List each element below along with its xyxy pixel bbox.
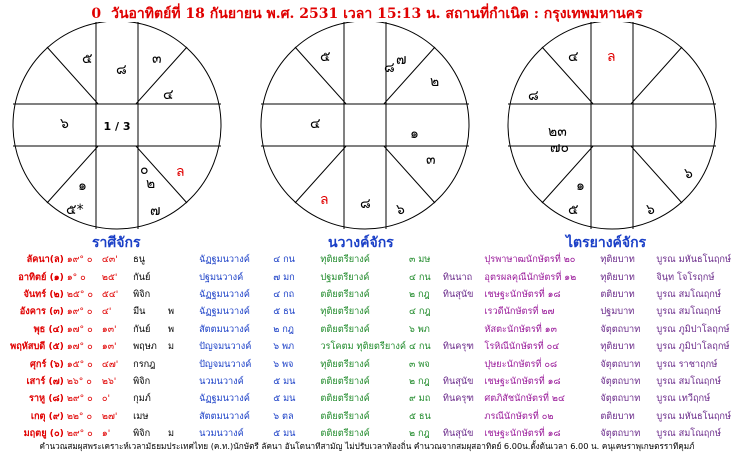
planet-cell: เชษฐะนักษัตรที่ ๑๘ — [484, 375, 561, 387]
planet-cell: ๑' — [101, 428, 111, 440]
planet-cell: ปัญจมนวางค์ — [199, 341, 252, 353]
navamsa-house-cell: ๖ — [396, 202, 405, 218]
navamsa-house-cell: ๓ — [426, 152, 436, 168]
planet-cell: ตติยตรียางค์ — [320, 375, 370, 387]
navamsa-house-cell: ๔ — [310, 116, 321, 132]
planet-cell: หัสตะนักษัตรที่ ๑๓ — [484, 323, 557, 335]
planet-cell: บูรณ มหันธโนฤกษ์ — [656, 254, 731, 266]
table-row — [8, 338, 734, 355]
planet-cell: เรวดีนักษัตรที่ ๒๗ — [484, 306, 555, 318]
planet-cell: ตติยตรียางค์ — [320, 288, 370, 300]
planet-cell: ๑๕° ๐ — [66, 358, 93, 370]
planet-cell: กันย์ — [133, 323, 151, 335]
planet-cell — [443, 321, 485, 338]
rasi-house-cell: ๕* — [66, 202, 84, 218]
rasi-house-cell: ๔ — [163, 87, 174, 103]
planet-table — [8, 251, 734, 442]
navamsa-house-cell: ๕ — [320, 49, 331, 65]
planet-cell: ๑° ๐ — [66, 271, 86, 283]
planet-cell: ภรณีนักษัตรที่ ๐๒ — [484, 410, 554, 422]
planet-cell: ทุติยบาท — [600, 254, 635, 266]
planet-name: ศุกร์ (๖) — [30, 358, 64, 370]
planet-cell — [168, 355, 199, 372]
planet-cell: ปฐมนวางค์ — [199, 271, 244, 283]
planet-cell: ๑๓' — [101, 341, 117, 353]
calculation-note: คำนวณสมผุสพระเคราะห์เวลามัธยมประเทศไทย (ค.ท.)นักษัตรี ลัคนา อันโตนาทีสามัญ ไม่ปรับเวลาท้องถิ่น คำนวณจากสมผุสอาทิตย์ 6.00น.ตั้งต้นเวลา 6.00 น. คนุเคษราพุเกษตรราทีคุมภ์ — [39, 441, 695, 451]
planet-cell: ๕๔' — [101, 288, 119, 300]
planet-cell: ๓ มษ — [409, 254, 431, 266]
planet-cell: มีน — [133, 306, 146, 318]
planet-cell: บูรณ สมโณฤกษ์ — [656, 375, 721, 387]
planet-cell: ๒ กฎ — [409, 428, 430, 440]
planet-cell: จัตุตถบาท — [600, 393, 641, 405]
planet-cell: ๙ มถ — [409, 393, 431, 405]
planet-cell: ๔ กน — [409, 271, 431, 283]
planet-cell: ๕ มน — [273, 375, 296, 387]
planet-cell: เมษ — [133, 410, 149, 422]
planet-cell: ๖ พจ — [273, 358, 294, 370]
rasi-house-cell: ๖ — [60, 116, 69, 132]
planet-cell: จัตุตถบาท — [600, 358, 641, 370]
planet-cell: ม — [168, 428, 175, 440]
planet-cell: ธนู — [133, 254, 146, 266]
planet-cell: จัตุตถบาท — [600, 428, 641, 440]
planet-cell: ฉัฏฐมนวางค์ — [199, 393, 250, 405]
planet-cell — [168, 251, 199, 268]
planet-cell: ๒๙° ๐ — [66, 393, 93, 405]
planet-cell: ทินครุฑ — [442, 393, 474, 405]
planet-cell: ๔ กน — [273, 254, 295, 266]
navamsa-chart-label: นวางค์จักร — [328, 235, 394, 251]
rasi-lagna-cell: ล — [176, 164, 185, 180]
planet-cell: วรโคตม ทุติยตรียางค์ — [320, 341, 406, 353]
planet-cell: ๔๗' — [101, 358, 119, 370]
planet-cell: ๑๗° ๐ — [66, 341, 93, 353]
horoscope-charts — [0, 22, 734, 234]
planet-cell: พ — [168, 323, 175, 335]
planet-cell: บูรณ ภูมิปาโลฤกษ์ — [656, 341, 730, 353]
planet-name: จันทร์ (๒) — [23, 288, 64, 300]
planet-cell: ๑๓' — [101, 323, 117, 335]
rasi-house-cell: ๒ — [146, 176, 156, 192]
planet-cell — [168, 390, 199, 407]
planet-cell: ตติยตรียางค์ — [320, 393, 370, 405]
planet-cell — [168, 373, 199, 390]
planet-cell: ๒๕' — [101, 271, 118, 283]
table-row — [8, 286, 734, 303]
planet-cell: ๕ ธน — [409, 410, 431, 422]
title-text: วันอาทิตย์ที่ 18 กันยายน พ.ศ. 2531 เวลา 15:13 น. สถานที่กำเนิด : กรุงเทพมหานคร — [111, 6, 643, 22]
planet-cell: เชษฐะนักษัตรที่ ๑๘ — [484, 428, 561, 440]
rasi-house-cell: ๑ — [78, 178, 87, 194]
planet-cell: ตติยตรียางค์ — [320, 428, 370, 440]
planet-cell: ๕ มน — [273, 393, 296, 405]
planet-cell: สัตตมนวางค์ — [199, 410, 250, 422]
planet-cell: บูรณ สมโณฤกษ์ — [656, 306, 721, 318]
trayamsa-house-cell: ๔ — [568, 49, 579, 65]
planet-cell: ๔ กน — [409, 341, 431, 353]
table-row — [8, 390, 734, 407]
planet-cell: ตติยตรียางค์ — [320, 323, 370, 335]
planet-cell: ๒๗' — [101, 410, 118, 422]
planet-name: มฤตยู (๐) — [23, 428, 64, 440]
rasi-chart-label: ราศีจักร — [92, 235, 141, 251]
planet-cell: ๑๙° ๐ — [66, 306, 93, 318]
planet-cell: ๒๖° ๐ — [66, 375, 92, 387]
planet-cell: จัตุตถบาท — [600, 323, 641, 335]
planet-cell: ๒ กฎ — [409, 375, 430, 387]
table-row — [8, 355, 734, 372]
planet-cell: ๒ กฎ — [409, 288, 430, 300]
planet-cell: จัตุตถบาท — [600, 375, 641, 387]
planet-cell: นวมนวางค์ — [199, 428, 244, 440]
table-row — [8, 321, 734, 338]
planet-cell: พิจิก — [133, 288, 151, 300]
planet-cell: พิจิก — [133, 375, 151, 387]
planet-cell: ๒ กฎ — [273, 323, 294, 335]
planet-cell: กันย์ — [133, 271, 151, 283]
planet-cell: โรหิณีนักษัตรที่ ๐๔ — [484, 341, 560, 353]
planet-cell: ปฐมตรียางค์ — [320, 271, 370, 283]
planet-name: พุธ (๔) — [33, 323, 64, 335]
planet-cell: ตติยบาท — [600, 288, 635, 300]
planet-cell: อุตรผลคุณีนักษัตรที่ ๑๒ — [484, 271, 577, 283]
navamsa-house-cell: ๒ — [430, 74, 440, 90]
planet-name: เกตุ (๙) — [30, 410, 64, 422]
planet-cell: ทินนาถ — [442, 271, 473, 283]
planet-cell: ๒๙° ๐ — [66, 428, 93, 440]
planet-cell: ตติยตรียางค์ — [320, 410, 370, 422]
planet-cell: พฤษภ — [133, 341, 157, 353]
planet-cell: ตติยบาท — [600, 410, 635, 422]
planet-cell — [168, 268, 199, 285]
planet-cell: ทุติยตรียางค์ — [320, 254, 370, 266]
navamsa-lagna-cell: ล — [320, 192, 329, 208]
planet-cell: ฉัฏฐมนวางค์ — [199, 306, 250, 318]
planet-cell: ม — [168, 341, 175, 353]
navamsa-house-cell: ๘ — [360, 196, 371, 212]
table-row — [8, 373, 734, 390]
planet-cell: บูรณ ภูมิปาโลฤกษ์ — [656, 323, 730, 335]
rasi-center-label: 1 / 3 — [103, 120, 131, 133]
table-row — [8, 251, 734, 268]
planet-cell: ๖ ตล — [273, 410, 294, 422]
rasi-house-cell: ๗ — [150, 203, 161, 219]
planet-cell: ฉัฏฐมนวางค์ — [199, 288, 250, 300]
trayamsa-house-cell: ๒๓ — [548, 124, 567, 140]
planet-cell: ฉัฏฐมนวางค์ — [199, 254, 250, 266]
planet-cell: ๔ กถ — [273, 288, 295, 300]
planet-cell: ศตภิสัชนักษัตรที่ ๒๔ — [484, 393, 565, 405]
planet-cell: ทุติยตรียางค์ — [320, 358, 370, 370]
planet-cell: ๕ ธน — [273, 306, 296, 318]
planet-cell: ๖ พภ — [273, 341, 295, 353]
planet-cell: ๕ มน — [273, 428, 296, 440]
planet-cell: ๑๙° ๐ — [66, 254, 93, 266]
planet-cell: ๖ พภ — [409, 323, 430, 335]
planet-cell: สัตตมนวางค์ — [199, 323, 250, 335]
planet-cell: บูรณ เทวีฤกษ์ — [656, 393, 711, 405]
title-zero: 0 — [91, 6, 102, 22]
planet-cell: ๔๓' — [101, 254, 118, 266]
planet-cell: เชษฐะนักษัตรที่ ๑๘ — [484, 288, 561, 300]
planet-cell: ทินสุนัข — [442, 375, 474, 387]
planet-name: ลัคนา(ล) — [26, 254, 64, 266]
trayamsa-house-cell: ๑ — [576, 178, 585, 194]
planet-cell: พ — [168, 306, 175, 318]
planet-cell: ทินสุนัข — [442, 428, 474, 440]
planet-cell — [443, 303, 485, 320]
planet-cell: ๒๒° ๐ — [66, 410, 93, 422]
planet-cell: ๒๕° ๐ — [66, 288, 93, 300]
planet-cell: ทุติยบาท — [600, 271, 635, 283]
planet-name: เสาร์ (๗) — [26, 375, 64, 387]
planet-cell: ปุษยะนักษัตรที่ ๐๘ — [484, 358, 558, 370]
rasi-house-cell: ๕ — [82, 51, 93, 67]
planet-name: อาทิตย์ (๑) — [18, 271, 64, 283]
trayamsa-chart-label: ไตรยางค์จักร — [566, 235, 647, 251]
planet-cell: กรกฎ — [133, 358, 156, 370]
planet-cell: จินฺท โจโรฤกษ์ — [656, 271, 715, 283]
table-row — [8, 303, 734, 320]
trayamsa-house-cell: ๕ — [568, 202, 579, 218]
planet-name: พฤหัสบดี (๕) — [10, 341, 64, 353]
planet-cell: ๒๖' — [101, 375, 117, 387]
planet-cell: นวมนวางค์ — [199, 375, 244, 387]
trayamsa-house-cell: ๗๐ — [550, 140, 570, 156]
planet-cell: ๐' — [101, 393, 111, 405]
planet-cell: กุมภ์ — [133, 393, 151, 405]
planet-cell: ทินสุนัข — [442, 288, 474, 300]
planet-cell: ปัญจมนวางค์ — [199, 358, 252, 370]
table-row — [8, 408, 734, 425]
planet-cell: ๔ กฎ — [409, 306, 431, 318]
planet-cell — [168, 286, 199, 303]
planet-cell: ทุติยบาท — [600, 341, 635, 353]
planet-cell: บูรณ สมโณฤกษ์ — [656, 428, 721, 440]
planet-cell: ๑๗° ๐ — [66, 323, 93, 335]
rasi-house-cell: ๓ — [152, 51, 162, 67]
planet-cell: ปฐมบาท — [600, 306, 635, 318]
navamsa-house-cell: ๘ — [384, 60, 395, 76]
planet-cell: ทินครุฑ — [442, 341, 474, 353]
planet-cell: บูรณ สมโณฤกษ์ — [656, 288, 721, 300]
trayamsa-house-cell: ๖ — [646, 202, 655, 218]
trayamsa-lagna-cell: ล — [607, 49, 616, 65]
planet-cell: ๔' — [101, 306, 112, 318]
planet-cell: ทุติยตรียางค์ — [320, 306, 370, 318]
planet-cell — [168, 408, 199, 425]
planet-cell: ๗ มก — [273, 271, 295, 283]
planet-name: อังคาร (๓) — [19, 306, 64, 318]
rasi-house-cell: ๘ — [116, 62, 127, 78]
table-row — [8, 268, 734, 285]
navamsa-house-cell: ๗ — [396, 52, 407, 68]
planet-cell: บูรณ ราชาฤกษ์ — [656, 358, 718, 370]
planet-name: ราหู (๘) — [28, 393, 64, 405]
rasi-house-cell: ๐ — [140, 162, 149, 178]
trayamsa-house-cell: ๘ — [528, 88, 539, 104]
planet-cell — [443, 251, 485, 268]
planet-cell — [443, 355, 485, 372]
planet-cell: พิจิก — [133, 428, 151, 440]
planet-cell: ปุรพาษาฒนักษัตรที่ ๒๐ — [484, 254, 576, 266]
planet-cell: ๓ พจ — [409, 358, 430, 370]
navamsa-house-cell: ๑ — [410, 126, 419, 142]
trayamsa-house-cell: ๖ — [684, 166, 693, 182]
planet-cell — [443, 408, 485, 425]
planet-cell: บูรณ มหันธโนฤกษ์ — [656, 410, 731, 422]
